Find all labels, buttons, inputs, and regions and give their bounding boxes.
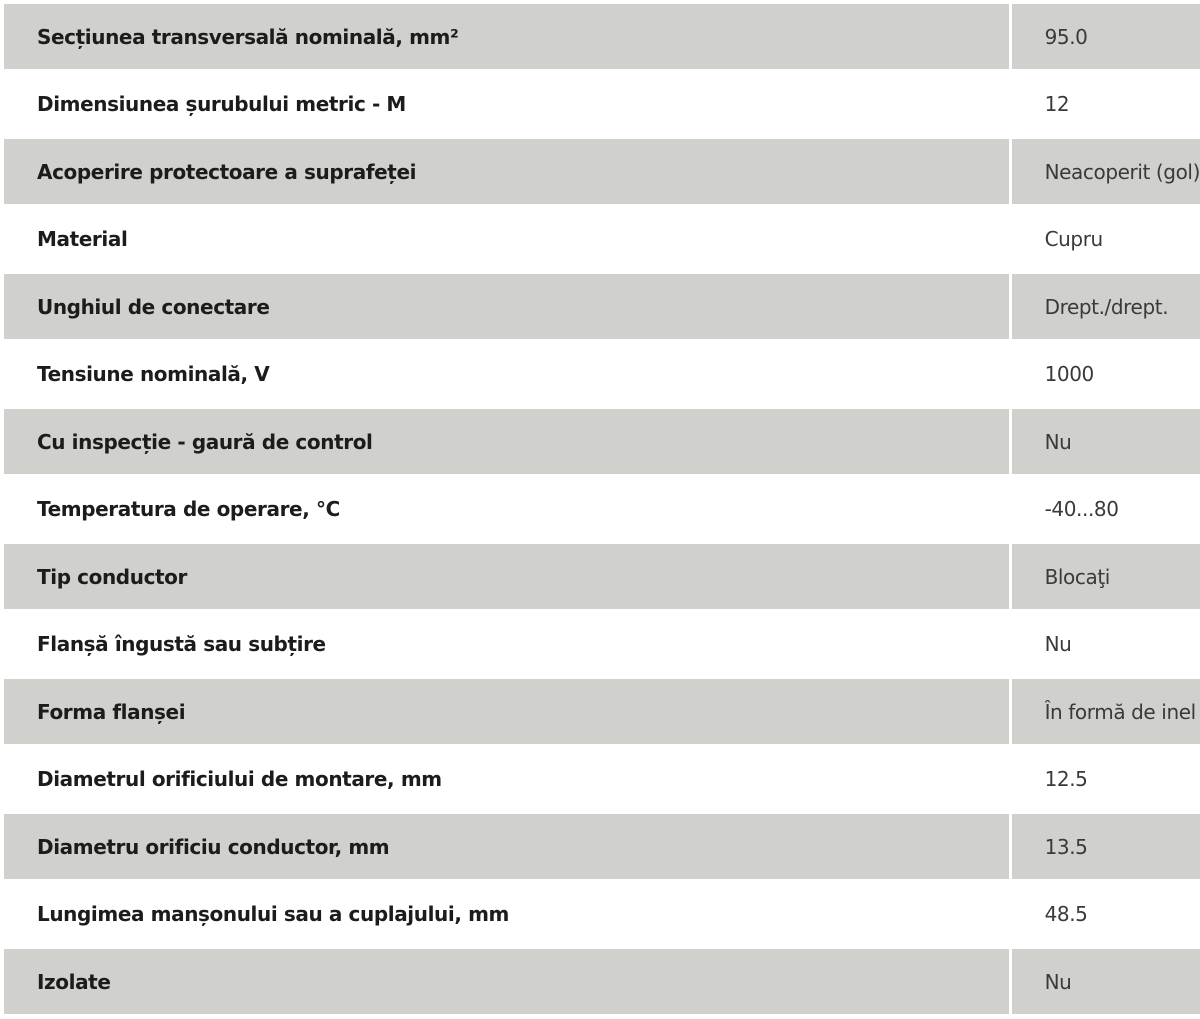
spec-value: Cupru: [1044, 227, 1103, 251]
spec-label: Dimensiunea șurubului metric - M: [37, 92, 406, 116]
spec-row: [4, 409, 1200, 474]
spec-row: [4, 339, 1200, 409]
spec-row: [4, 139, 1200, 204]
spec-label: Forma flanșei: [4, 679, 1012, 744]
spec-label: Material: [37, 227, 128, 251]
spec-row: [4, 544, 1200, 609]
spec-row: [4, 679, 1200, 744]
spec-value: Nu: [1012, 409, 1200, 474]
spec-label: Diametru orificiu conductor, mm: [4, 814, 1012, 879]
spec-label: Lungimea manșonului sau a cuplajului, mm: [37, 902, 509, 926]
spec-label: Izolate: [4, 949, 1012, 1014]
spec-row: [4, 879, 1200, 949]
specifications-table: [4, 4, 1200, 1014]
spec-row: [4, 609, 1200, 679]
spec-value: -40...80: [1044, 497, 1119, 521]
spec-row: [4, 474, 1200, 544]
spec-value: Nu: [1044, 632, 1072, 656]
spec-value: 95.0: [1012, 4, 1200, 69]
spec-row: [4, 4, 1200, 69]
spec-label: Tip conductor: [4, 544, 1012, 609]
spec-value: În formă de inel: [1012, 679, 1200, 744]
spec-value: 12: [1044, 92, 1070, 116]
spec-value: Neacoperit (gol): [1012, 139, 1200, 204]
spec-label: Temperatura de operare, °C: [37, 497, 340, 521]
spec-row: [4, 949, 1200, 1014]
spec-row: [4, 274, 1200, 339]
spec-row: [4, 744, 1200, 814]
spec-row: [4, 204, 1200, 274]
spec-value: 1000: [1044, 362, 1094, 386]
spec-row: [4, 814, 1200, 879]
spec-value: 48.5: [1044, 902, 1088, 926]
spec-label: Acoperire protectoare a suprafeței: [4, 139, 1012, 204]
spec-label: Flanșă îngustă sau subțire: [37, 632, 326, 656]
spec-label: Unghiul de conectare: [4, 274, 1012, 339]
spec-label: Tensiune nominală, V: [37, 362, 270, 386]
spec-row: [4, 69, 1200, 139]
spec-label: Cu inspecție - gaură de control: [4, 409, 1012, 474]
spec-label: Secțiunea transversală nominală, mm²: [4, 4, 1012, 69]
spec-value: Nu: [1012, 949, 1200, 1014]
spec-value: Blocaţi: [1012, 544, 1200, 609]
spec-value: 13.5: [1012, 814, 1200, 879]
spec-label: Diametrul orificiului de montare, mm: [37, 767, 442, 791]
spec-value: Drept./drept.: [1012, 274, 1200, 339]
spec-value: 12.5: [1044, 767, 1088, 791]
